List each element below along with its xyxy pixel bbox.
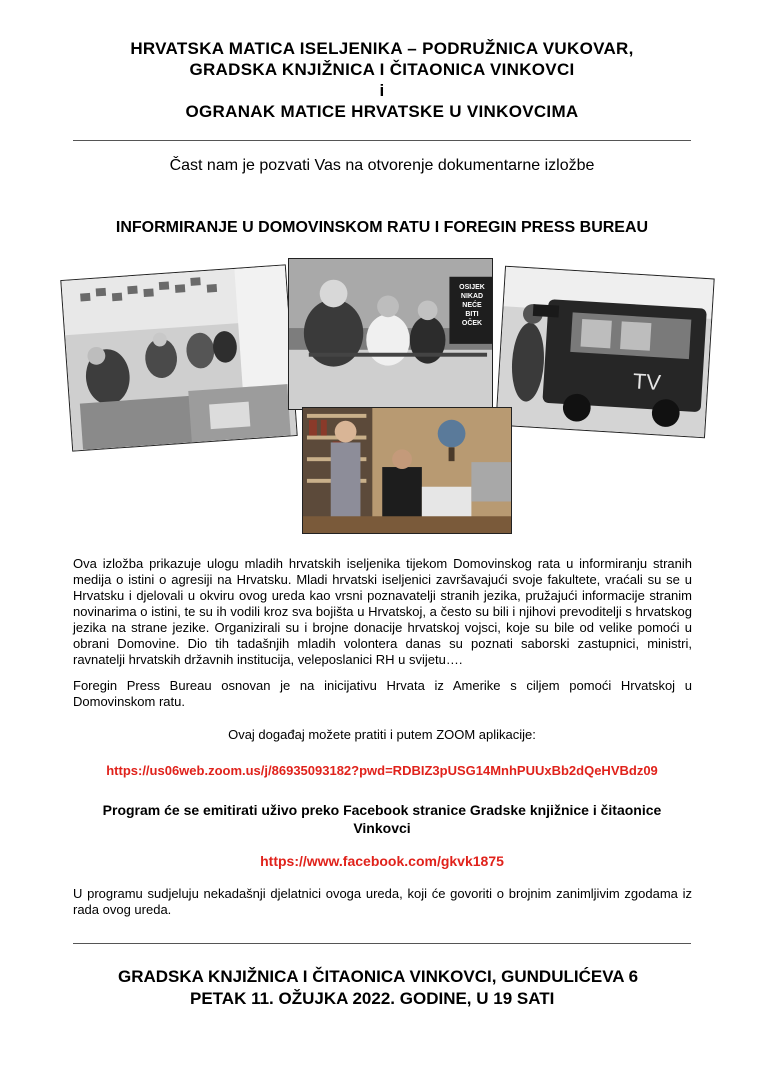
photo-sign-text bbox=[453, 283, 491, 328]
sign-word-1: OSIJEK bbox=[459, 284, 485, 291]
header-line-3: i bbox=[379, 81, 385, 100]
svg-text:TV: TV bbox=[632, 368, 662, 395]
sign-word-2: NIKAD bbox=[460, 293, 484, 300]
photo-office-staff bbox=[302, 407, 512, 534]
sign-word-3: NEĆE bbox=[462, 302, 482, 309]
photo-office-room bbox=[60, 264, 297, 451]
header bbox=[0, 38, 764, 122]
footer-location: GRADSKA KNJIŽNICA I ČITAONICA VINKOVCI, GUNDULIĆEVA 6 bbox=[118, 967, 639, 986]
facebook-program-notice: Program će se emitirati uživo preko Facebook stranice Gradske knjižnice i čitaonice Vinkovci bbox=[102, 802, 662, 836]
bureau-description: Foregin Press Bureau osnovan je na inicijativu Hrvata iz Amerike s ciljem pomoći Hrvatskoj u Domovinskom ratu. bbox=[73, 678, 692, 709]
sign-word-5: OČEK bbox=[461, 320, 483, 327]
exhibition-description: Ova izložba prikazuje ulogu mladih hrvatskih iseljenika tijekom Domovinskog rata u informiranju stranih medija o istini o agresiji na Hrvatsku. Mladi hrvatski iseljenici završavajući svoje fakultete, vraćali su se u Hrvatsku i djelovali u okviru ovog ureda kao vrsni poznavatelji stranih jezika, pružajući informacije stranim novinarima o istini, te su ih vodili kroz sva bojišta u Hrvatskoj, a često su bili i njihovi prevoditelji s hrvatskog jezika na strane jezike. Organizirali su i brojne donacije hrvatskoj vojsci, koje su bile od velike pomoći u obrani Domovine. Dio tih tadašnjih mladih volontera danas su poznati saborski zastupnici, ministri, ravnatelji hrvatskih državnih institucija, veleposlanici RH u svijetu…. bbox=[73, 556, 692, 667]
photo-tv-van bbox=[495, 266, 714, 439]
facebook-link[interactable]: https://www.facebook.com/gkvk1875 bbox=[260, 853, 504, 869]
bottom-divider bbox=[73, 943, 691, 944]
exhibition-title: INFORMIRANJE U DOMOVINSKOM RATU I FOREGIN PRESS BUREAU bbox=[115, 219, 649, 236]
zoom-link[interactable]: https://us06web.zoom.us/j/86935093182?pwd=RDBIZ3pUSG14MnhPUUxBb2dQeHVBdz09 bbox=[106, 763, 658, 778]
header-line-4: OGRANAK MATICE HRVATSKE U VINKOVCIMA bbox=[185, 102, 579, 121]
header-line-1: HRVATSKA MATICA ISELJENIKA – PODRUŽNICA VUKOVAR, bbox=[130, 39, 634, 58]
participants-text: U programu sudjeluju nekadašnji djelatnici ovoga ureda, koji će govoriti o brojnim zanimljivim zgodama iz rada ovog ureda. bbox=[73, 886, 692, 917]
footer-date: PETAK 11. OŽUJKA 2022. GODINE, U 19 SATI bbox=[190, 989, 555, 1008]
footer bbox=[0, 966, 764, 1010]
sign-word-4: BITI bbox=[465, 311, 479, 318]
invitation-text: Čast nam je pozvati Vas na otvorenje dokumentarne izložbe bbox=[169, 157, 595, 174]
header-line-2: GRADSKA KNJIŽNICA I ČITAONICA VINKOVCI bbox=[189, 60, 575, 79]
photo-press-conference bbox=[288, 258, 493, 410]
top-divider bbox=[73, 140, 691, 141]
zoom-info: Ovaj događaj možete pratiti i putem ZOOM aplikacije: bbox=[228, 727, 536, 742]
